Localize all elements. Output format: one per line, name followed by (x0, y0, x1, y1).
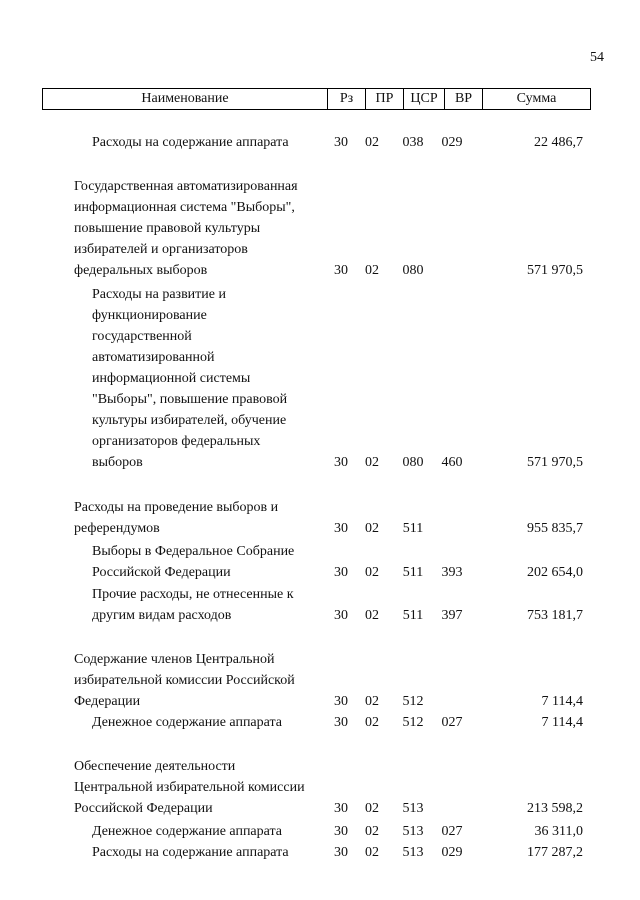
row-rz: 30 (334, 135, 348, 150)
row-pr: 02 (365, 263, 379, 278)
row-vr: 397 (441, 608, 463, 623)
row-csr: 511 (402, 521, 424, 536)
row-name (74, 649, 295, 712)
row-rz: 30 (334, 715, 348, 730)
row-sum: 571 970,5 (527, 263, 583, 278)
table-row (0, 712, 640, 733)
row-csr: 080 (402, 455, 424, 470)
row-pr: 02 (365, 455, 379, 470)
row-name (92, 132, 289, 153)
row-name-line: избирательной комиссии Российской (74, 673, 295, 688)
row-name-line: Содержание членов Центральной (74, 652, 275, 667)
row-name (92, 842, 289, 863)
row-name (92, 284, 287, 473)
row-name-line: референдумов (74, 521, 160, 536)
row-csr: 513 (402, 845, 424, 860)
row-name-line: Российской Федерации (92, 565, 231, 580)
row-sum: 7 114,4 (541, 694, 583, 709)
row-name-line: федеральных выборов (74, 263, 208, 278)
row-name (74, 756, 305, 819)
row-pr: 02 (365, 135, 379, 150)
table-row (0, 649, 640, 712)
header-csr: ЦСР (403, 89, 444, 109)
row-pr: 02 (365, 845, 379, 860)
row-pr: 02 (365, 521, 379, 536)
row-name (74, 176, 298, 281)
row-name-line: Центральной избирательной комиссии (74, 780, 305, 795)
row-name (92, 584, 294, 626)
table-row (0, 541, 640, 583)
row-pr: 02 (365, 694, 379, 709)
row-csr: 511 (402, 565, 424, 580)
row-name-line: выборов (92, 455, 143, 470)
row-csr: 512 (402, 715, 424, 730)
row-rz: 30 (334, 694, 348, 709)
row-name-line: Обеспечение деятельности (74, 759, 236, 774)
table-row (0, 176, 640, 281)
row-csr: 080 (402, 263, 424, 278)
row-name (92, 821, 282, 842)
row-sum: 202 654,0 (527, 565, 583, 580)
header-rz: Рз (327, 89, 365, 109)
row-csr: 513 (402, 824, 424, 839)
table-row (0, 497, 640, 539)
row-csr: 038 (402, 135, 424, 150)
row-name-line: функционирование (92, 308, 207, 323)
row-vr: 460 (441, 455, 463, 470)
table-row (0, 756, 640, 819)
row-sum: 213 598,2 (527, 801, 583, 816)
row-sum: 22 486,7 (534, 135, 583, 150)
row-name-line: Денежное содержание аппарата (92, 824, 283, 839)
row-rz: 30 (334, 845, 348, 860)
row-name-line: организаторов федеральных (92, 434, 261, 449)
row-vr: 029 (441, 135, 463, 150)
row-rz: 30 (334, 455, 348, 470)
table-row (0, 284, 640, 473)
row-name-line: Прочие расходы, не отнесенные к (92, 587, 294, 602)
row-name-line: избирателей и организаторов (74, 242, 248, 257)
row-sum: 571 970,5 (527, 455, 583, 470)
row-sum: 36 311,0 (534, 824, 583, 839)
row-rz: 30 (334, 824, 348, 839)
page-number: 54 (590, 50, 604, 65)
row-name-line: Выборы в Федеральное Собрание (92, 544, 295, 559)
row-name (92, 541, 294, 583)
row-vr: 029 (441, 845, 463, 860)
row-rz: 30 (334, 263, 348, 278)
header-sum: Сумма (482, 89, 590, 109)
row-pr: 02 (365, 801, 379, 816)
row-vr: 393 (441, 565, 463, 580)
row-pr: 02 (365, 715, 379, 730)
row-name-line: Федерации (74, 694, 141, 709)
row-name-line: Расходы на развитие и (92, 287, 226, 302)
row-name (74, 497, 278, 539)
row-name-line: культуры избирателей, обучение (92, 413, 287, 428)
row-name-line: Расходы на содержание аппарата (92, 845, 289, 860)
row-name-line: "Выборы", повышение правовой (92, 392, 288, 407)
row-pr: 02 (365, 824, 379, 839)
row-sum: 955 835,7 (527, 521, 583, 536)
table-row (0, 842, 640, 863)
row-name-line: информационной системы (92, 371, 251, 386)
row-name-line: Расходы на проведение выборов и (74, 500, 279, 515)
row-rz: 30 (334, 801, 348, 816)
row-pr: 02 (365, 608, 379, 623)
row-sum: 753 181,7 (527, 608, 583, 623)
row-name-line: автоматизированной (92, 350, 215, 365)
table-row (0, 584, 640, 626)
row-name (92, 712, 282, 733)
row-sum: 7 114,4 (541, 715, 583, 730)
row-name-line: государственной (92, 329, 192, 344)
header-pr: ПР (365, 89, 403, 109)
table-header (42, 88, 591, 110)
header-name: Наименование (141, 91, 229, 106)
row-name-line: Государственная автоматизированная (74, 179, 298, 194)
row-rz: 30 (334, 608, 348, 623)
table-row (0, 132, 640, 153)
row-name-line: Расходы на содержание аппарата (92, 135, 289, 150)
row-csr: 513 (402, 801, 424, 816)
row-vr: 027 (441, 715, 463, 730)
row-name-line: повышение правовой культуры (74, 221, 261, 236)
row-rz: 30 (334, 565, 348, 580)
row-rz: 30 (334, 521, 348, 536)
row-name-line: Денежное содержание аппарата (92, 715, 283, 730)
row-sum: 177 287,2 (527, 845, 583, 860)
row-vr: 027 (441, 824, 463, 839)
row-csr: 511 (402, 608, 424, 623)
table-row (0, 821, 640, 842)
row-name-line: другим видам расходов (92, 608, 232, 623)
header-vr: ВР (444, 89, 482, 109)
row-csr: 512 (402, 694, 424, 709)
row-name-line: информационная система "Выборы", (74, 200, 295, 215)
row-pr: 02 (365, 565, 379, 580)
row-name-line: Российской Федерации (74, 801, 213, 816)
